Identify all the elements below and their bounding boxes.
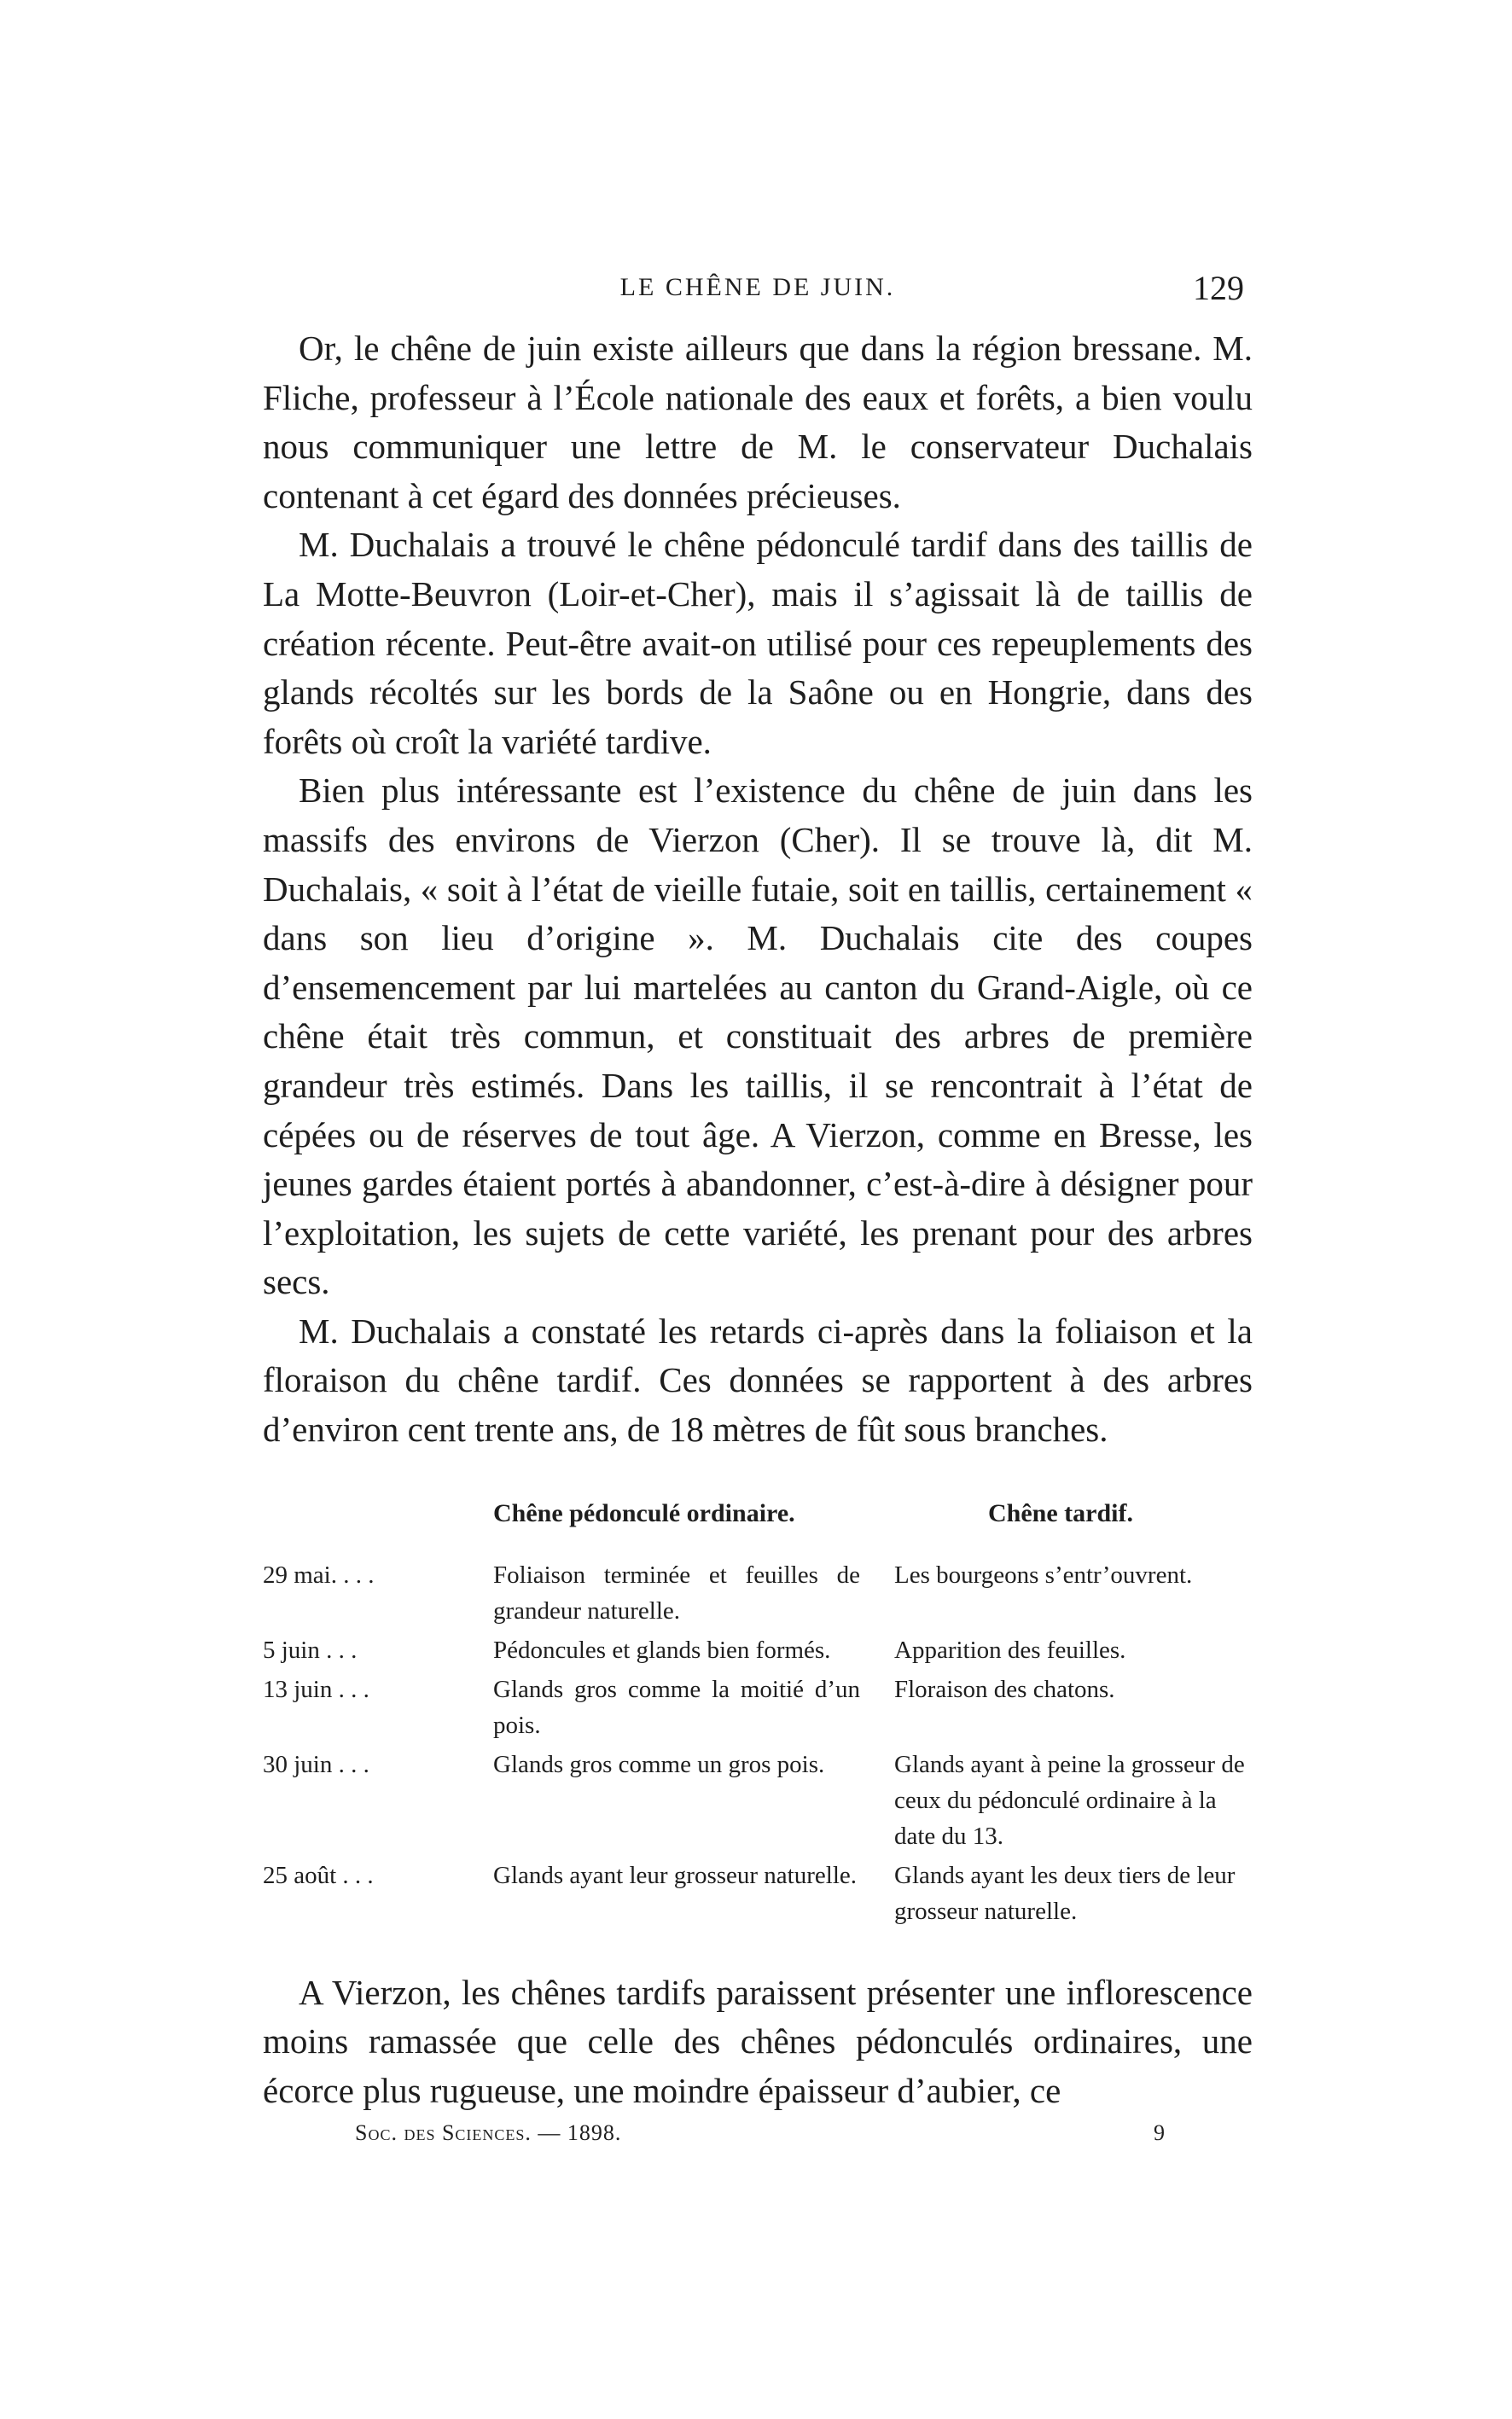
phenology-table: [263, 1496, 1253, 1929]
row-date: 13 juin . . .: [263, 1675, 369, 1703]
table-row: [263, 1747, 1253, 1854]
table-row: [263, 1858, 1253, 1929]
row-tardif: Les bourgeons s’entr’ouvrent.: [894, 1561, 1193, 1589]
footer-signature: Soc. des Sciences. — 1898.: [355, 2120, 622, 2146]
paragraph-4: M. Duchalais a constaté les retards ci-après dans la foliaison et la floraison du chêne tardif. Ces données se rapportent à des arbres d’environ cent trente ans, de 18 mètres de fût sous branches.: [263, 1311, 1253, 1450]
header-ordinaire: Chêne pédonculé ordinaire.: [493, 1498, 795, 1527]
row-tardif: Apparition des feuilles.: [894, 1636, 1126, 1664]
paragraph-3: Bien plus intéressante est l’existence du chêne de juin dans les massifs des environs de Vierzon (Cher). Il se trouve là, dit M. Duchalais, « soit à l’état de vieille futaie, soit en taillis, certainement « dans son lieu d’origine ». M. Duchalais cite des coupes d’ensemencement par lui martelées au canton du Grand-Aigle, où ce chêne était très commun, et constituait des arbres de première grandeur très estimés. Dans les taillis, il se rencontrait à l’état de cépées ou de réserves de tout âge. A Vierzon, comme en Bresse, les jeunes gardes étaient portés à abandonner, c’est-à-dire à désigner pour l’exploitation, les sujets de cette variété, les prenant pour des arbres secs.: [263, 770, 1253, 1302]
paragraph-2: M. Duchalais a trouvé le chêne pédonculé tardif dans des taillis de La Motte-Beuvron (Loir-et-Cher), mais il s’agissait là de taillis de création récente. Peut-être avait-on utilisé pour ces repeuplements des glands récoltés sur les bords de la Saône ou en Hongrie, dans des forêts où croît la variété tardive.: [263, 525, 1253, 761]
row-ordinaire: Foliaison terminée et feuilles de grandeur naturelle.: [493, 1561, 860, 1625]
row-ordinaire: Glands ayant leur grosseur naturelle.: [493, 1861, 857, 1889]
row-tardif: Floraison des chatons.: [894, 1675, 1115, 1703]
row-tardif: Glands ayant les deux tiers de leur grosseur naturelle.: [894, 1861, 1236, 1925]
row-date: 25 août . . .: [263, 1861, 374, 1889]
table-row: [263, 1557, 1253, 1629]
row-ordinaire: Pédoncules et glands bien formés.: [493, 1636, 831, 1664]
row-date: 5 juin . . .: [263, 1636, 358, 1664]
row-date: 30 juin . . .: [263, 1750, 369, 1778]
table-row: [263, 1632, 1253, 1668]
running-header: [263, 269, 1253, 324]
page-number: 129: [1193, 269, 1244, 307]
book-page: [263, 269, 1253, 2154]
page-footer: [263, 2120, 1253, 2154]
row-ordinaire: Glands gros comme un gros pois.: [493, 1750, 825, 1778]
table-header: [263, 1496, 1253, 1557]
closing-paragraph: A Vierzon, les chênes tardifs paraissent présenter une inflorescence moins ramassée que celle des chênes pédonculés ordinaires, une écorce plus rugueuse, une moindre épaisseur d’aubier, ce: [263, 1972, 1253, 2110]
paragraph-1: Or, le chêne de juin existe ailleurs que dans la région bressane. M. Fliche, professeur à l’École nationale des eaux et forêts, a bien voulu nous communiquer une lettre de M. le conservateur Duchalais contenant à cet égard des données précieuses.: [263, 329, 1253, 515]
header-tardif: Chêne tardif.: [988, 1498, 1133, 1527]
row-ordinaire: Glands gros comme la moitié d’un pois.: [493, 1675, 860, 1739]
running-title: LE CHÊNE DE JUIN.: [619, 273, 896, 301]
sheet-number: 9: [1154, 2120, 1165, 2146]
row-tardif: Glands ayant à peine la grosseur de ceux du pédonculé ordinaire à la date du 13.: [894, 1750, 1245, 1850]
row-date: 29 mai. . . .: [263, 1561, 375, 1589]
table-row: [263, 1672, 1253, 1743]
